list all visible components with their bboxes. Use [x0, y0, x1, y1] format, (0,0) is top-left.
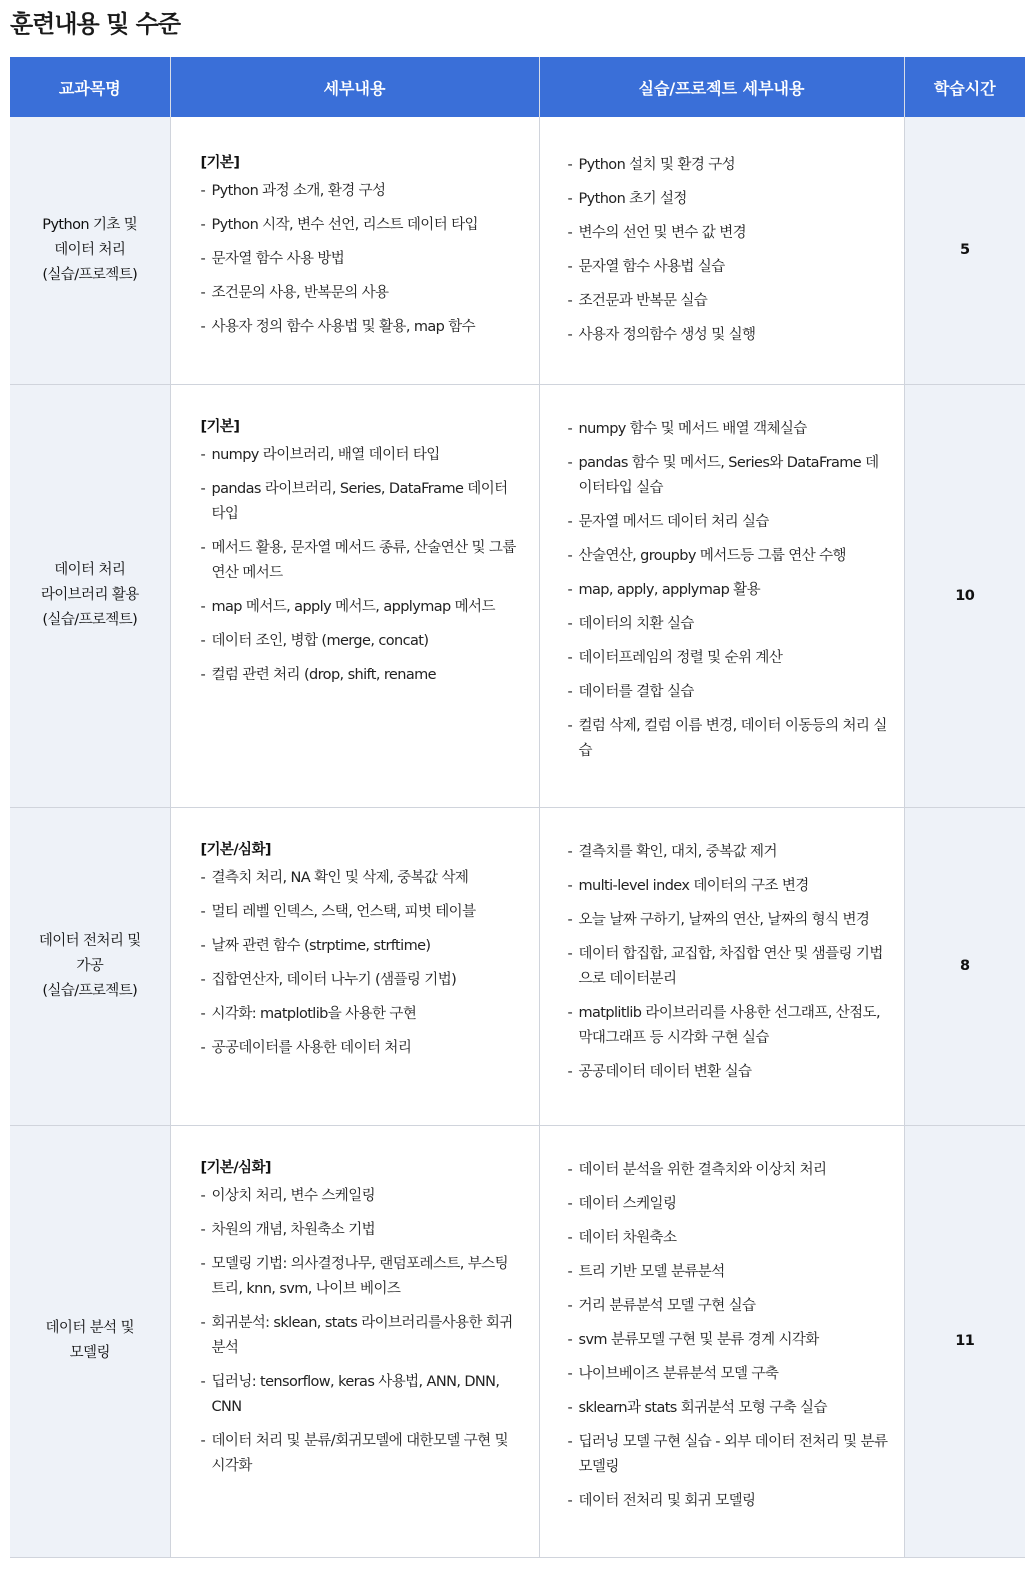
- detail-item: - 데이터 조인, 병합 (merge, concat): [201, 629, 539, 654]
- practice-item: - 데이터 합집합, 교집합, 차집합 연산 및 샘플링 기법으로 데이터분리: [568, 942, 904, 992]
- detail-list: [201, 866, 539, 1061]
- practice-item: - 공공데이터 데이터 변환 실습: [568, 1060, 904, 1085]
- subject-line: 모델링: [69, 1345, 110, 1361]
- level-tag: [기본]: [200, 155, 240, 171]
- practice-item: - 사용자 정의함수 생성 및 실행: [568, 323, 904, 348]
- practice-item: - matplitlib 라이브러리를 사용한 선그래프, 산점도, 막대그래프 등 시각화 구현 실습: [568, 1001, 904, 1051]
- practice-item: - 문자열 함수 사용법 실습: [568, 255, 904, 280]
- practice-cell: [539, 807, 904, 1125]
- detail-item: - map 메서드, apply 메서드, applymap 메서드: [201, 595, 539, 620]
- subject-line: (실습/프로젝트): [42, 982, 138, 999]
- detail-item: - numpy 라이브러리, 배열 데이터 타입: [201, 443, 539, 468]
- detail-cell: [170, 384, 539, 807]
- subject-line: 데이터 처리: [54, 562, 126, 578]
- detail-item: - 데이터 처리 및 분류/회귀모델에 대한모델 구현 및 시각화: [201, 1429, 539, 1479]
- practice-list: [568, 153, 904, 348]
- detail-list: [201, 179, 539, 340]
- detail-cell: [170, 807, 539, 1125]
- practice-item: - Python 설치 및 환경 구성: [568, 153, 904, 178]
- practice-item: - 컬럼 삭제, 컬럼 이름 변경, 데이터 이동등의 처리 실습: [568, 714, 904, 764]
- practice-item: - 데이터 전처리 및 회귀 모델링: [568, 1489, 904, 1514]
- subject-line: 데이터 분석 및: [45, 1320, 134, 1336]
- subject-line: 데이터 전처리 및: [38, 932, 141, 949]
- practice-item: - svm 분류모델 구현 및 분류 경계 시각화: [568, 1328, 904, 1353]
- practice-item: - 문자열 메서드 데이터 처리 실습: [568, 510, 904, 535]
- hours-cell: 11: [904, 1125, 1025, 1557]
- subject-line: 데이터 처리: [54, 241, 126, 258]
- detail-list: [201, 443, 539, 688]
- detail-item: - 집합연산자, 데이터 나누기 (샘플링 기법): [201, 968, 539, 993]
- practice-list: [568, 417, 904, 764]
- practice-item: - 오늘 날짜 구하기, 날짜의 연산, 날짜의 형식 변경: [568, 908, 904, 933]
- subject-line: 가공: [76, 957, 104, 974]
- practice-item: - 거리 분류분석 모델 구현 실습: [568, 1294, 904, 1319]
- detail-cell: [170, 1125, 539, 1557]
- subject-line: Python 기초 및: [42, 216, 138, 233]
- practice-cell: [539, 384, 904, 807]
- hours-cell: 10: [904, 384, 1025, 807]
- detail-item: - 시각화: matplotlib을 사용한 구현: [201, 1002, 539, 1027]
- subject-cell: [10, 384, 170, 807]
- detail-item: - 메서드 활용, 문자열 메서드 종류, 산술연산 및 그룹연산 메서드: [201, 536, 539, 586]
- practice-cell: [539, 1125, 904, 1557]
- subject-cell: [10, 1125, 170, 1557]
- practice-item: - 데이터의 치환 실습: [568, 612, 904, 637]
- practice-cell: [539, 117, 904, 384]
- detail-item: - 사용자 정의 함수 사용법 및 활용, map 함수: [201, 315, 539, 340]
- detail-item: - 이상치 처리, 변수 스케일링: [201, 1184, 539, 1209]
- page-title: 훈련내용 및 수준: [10, 10, 180, 38]
- detail-item: - 멀티 레벨 인덱스, 스택, 언스택, 피벗 테이블: [201, 900, 539, 925]
- detail-list: [201, 1184, 539, 1479]
- detail-item: - Python 시작, 변수 선언, 리스트 데이터 타입: [201, 213, 539, 238]
- practice-item: - 데이터 분석을 위한 결측치와 이상치 처리: [568, 1158, 904, 1183]
- table-header-row: [10, 57, 1025, 117]
- practice-item: - 산술연산, groupby 메서드등 그룹 연산 수행: [568, 544, 904, 569]
- table-row: [10, 807, 1025, 1125]
- level-tag: [기본/심화]: [200, 841, 271, 858]
- table-row: [10, 384, 1025, 807]
- practice-item: - 변수의 선언 및 변수 값 변경: [568, 221, 904, 246]
- detail-item: - pandas 라이브러리, Series, DataFrame 데이터 타입: [201, 477, 539, 527]
- practice-item: - sklearn과 stats 회귀분석 모형 구축 실습: [568, 1396, 904, 1421]
- practice-item: - map, apply, applymap 활용: [568, 578, 904, 603]
- detail-item: - 조건문의 사용, 반복문의 사용: [201, 281, 539, 306]
- level-tag: [기본/심화]: [200, 1159, 271, 1176]
- subject-cell: [10, 807, 170, 1125]
- practice-item: - multi-level index 데이터의 구조 변경: [568, 874, 904, 899]
- detail-item: - 날짜 관련 함수 (strptime, strftime): [201, 934, 539, 959]
- practice-item: - 데이터 차원축소: [568, 1226, 904, 1251]
- detail-item: - 딥러닝: tensorflow, keras 사용법, ANN, DNN, CNN: [201, 1370, 539, 1420]
- subject-line: 라이브러리 활용: [40, 587, 139, 603]
- hours-cell: 8: [904, 807, 1025, 1125]
- practice-item: - 결측치를 확인, 대치, 중복값 제거: [568, 840, 904, 865]
- detail-item: - 문자열 함수 사용 방법: [201, 247, 539, 272]
- practice-list: [568, 840, 904, 1085]
- hours-cell: 5: [904, 117, 1025, 384]
- practice-item: - 데이터 스케일링: [568, 1192, 904, 1217]
- detail-cell: [170, 117, 539, 384]
- detail-item: - 회귀분석: sklean, stats 라이브러리를사용한 회귀분석: [201, 1311, 539, 1361]
- header-practice: 실습/프로젝트 세부내용: [539, 57, 904, 117]
- header-hours: 학습시간: [904, 57, 1025, 117]
- practice-item: - numpy 함수 및 메서드 배열 객체실습: [568, 417, 904, 442]
- detail-item: - 차원의 개념, 차원축소 기법: [201, 1218, 539, 1243]
- subject-line: (실습/프로젝트): [42, 266, 138, 283]
- practice-item: - 조건문과 반복문 실습: [568, 289, 904, 314]
- header-details: 세부내용: [170, 57, 539, 117]
- practice-item: - 데이터프레임의 정렬 및 순위 계산: [568, 646, 904, 671]
- practice-item: - Python 초기 설정: [568, 187, 904, 212]
- table-row: [10, 117, 1025, 384]
- curriculum-table: [10, 57, 1025, 1558]
- detail-item: - 컬럼 관련 처리 (drop, shift, rename: [201, 663, 539, 688]
- level-tag: [기본]: [200, 418, 240, 435]
- header-subject: 교과목명: [10, 57, 170, 117]
- detail-item: - 결측치 처리, NA 확인 및 삭제, 중복값 삭제: [201, 866, 539, 891]
- practice-item: - 나이브베이즈 분류분석 모델 구축: [568, 1362, 904, 1387]
- practice-item: - 딥러닝 모델 구현 실습 - 외부 데이터 전처리 및 분류 모델링: [568, 1430, 904, 1480]
- detail-item: - 모델링 기법: 의사결정나무, 랜덤포레스트, 부스팅 트리, knn, svm, 나이브 베이즈: [201, 1252, 539, 1302]
- detail-item: - Python 과정 소개, 환경 구성: [201, 179, 539, 204]
- practice-list: [568, 1158, 904, 1514]
- subject-line: (실습/프로젝트): [42, 612, 138, 628]
- detail-item: - 공공데이터를 사용한 데이터 처리: [201, 1036, 539, 1061]
- practice-item: - 데이터를 결합 실습: [568, 680, 904, 705]
- practice-item: - pandas 함수 및 메서드, Series와 DataFrame 데이터타입 실습: [568, 451, 904, 501]
- subject-cell: [10, 117, 170, 384]
- table-row: [10, 1125, 1025, 1557]
- practice-item: - 트리 기반 모델 분류분석: [568, 1260, 904, 1285]
